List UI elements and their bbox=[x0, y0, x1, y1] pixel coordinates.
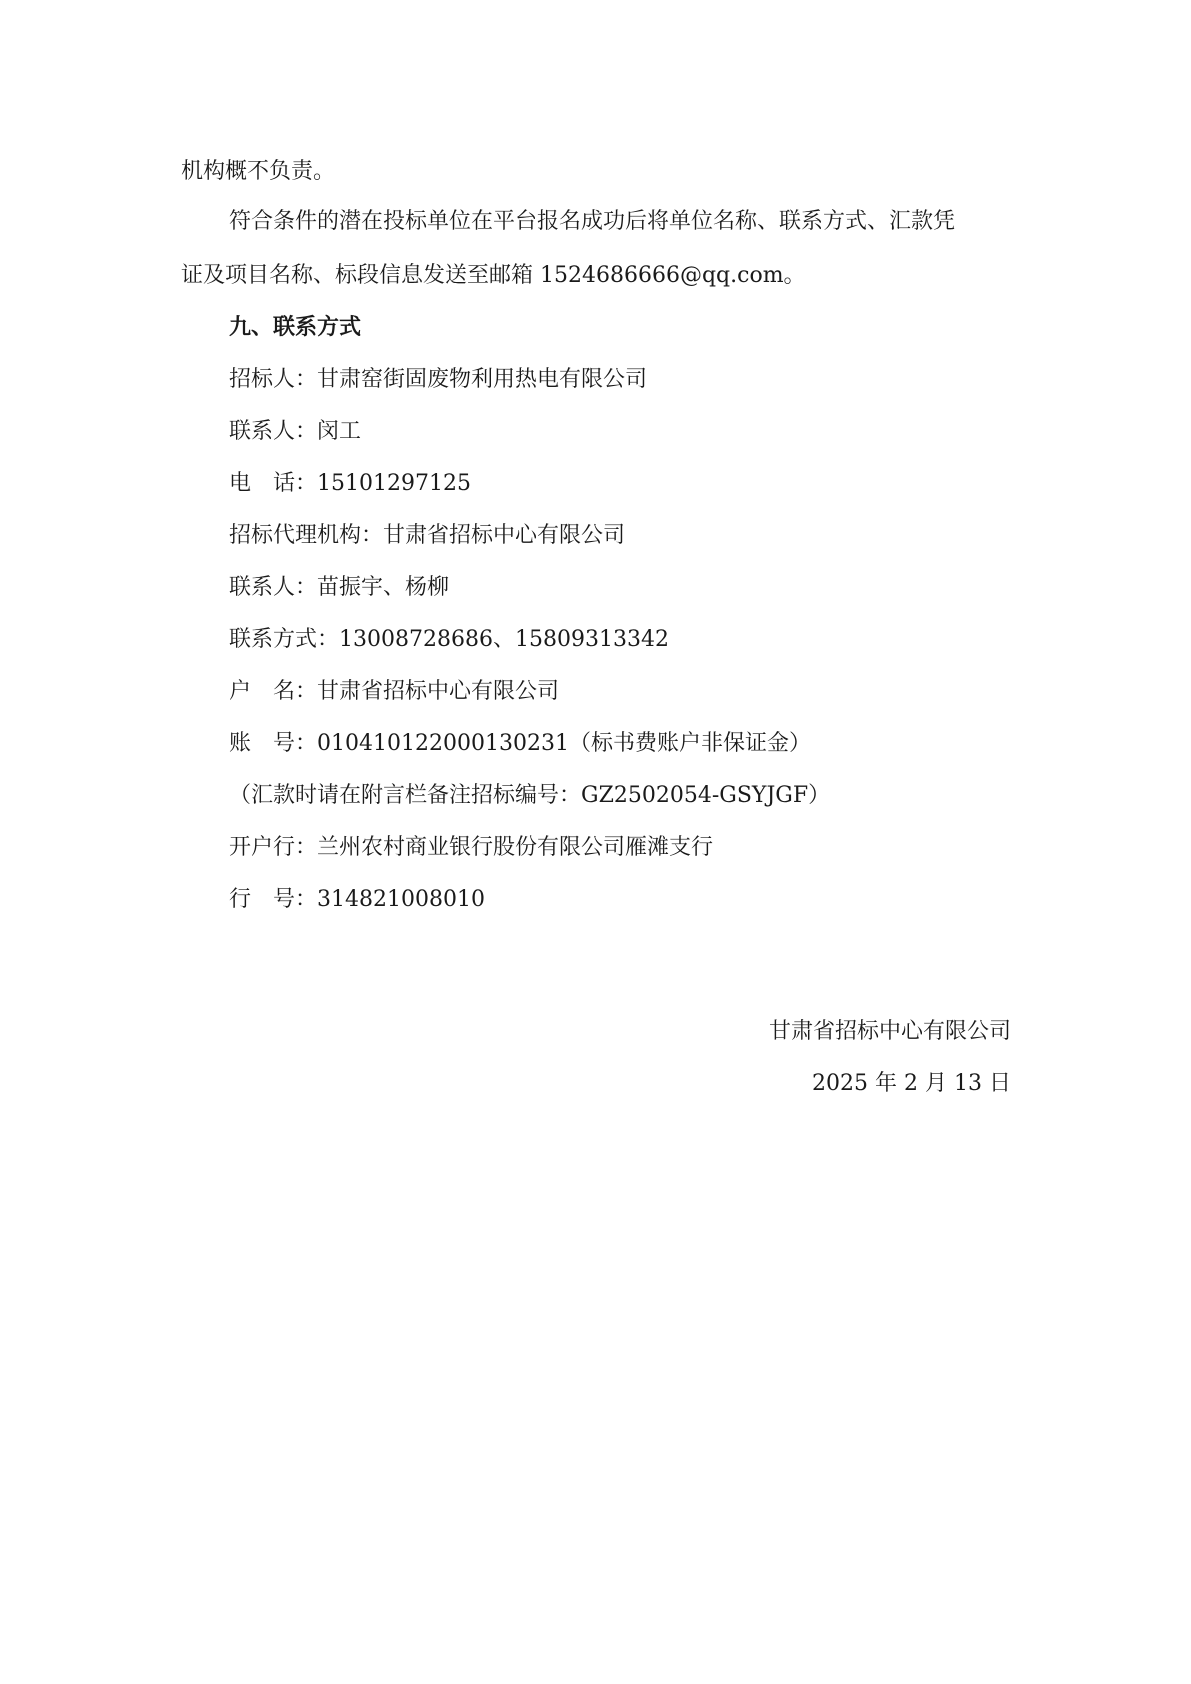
contact-line-agency: 招标代理机构：甘肃省招标中心有限公司 bbox=[229, 523, 626, 548]
contact-line-account-name: 户 名：甘肃省招标中心有限公司 bbox=[229, 679, 560, 704]
contact-line-bank-code: 行 号：314821008010 bbox=[229, 887, 485, 912]
contact-line-contact-person: 联系人：闵工 bbox=[229, 419, 362, 444]
paragraph-line: 符合条件的潜在投标单位在平台报名成功后将单位名称、联系方式、汇款凭 bbox=[229, 209, 956, 234]
section-heading: 九、联系方式 bbox=[229, 315, 362, 340]
contact-line-remittance-note: （汇款时请在附言栏备注招标编号：GZ2502054-GSYJGF） bbox=[229, 783, 831, 808]
paragraph-line: 证及项目名称、标段信息发送至邮箱 1524686666@qq.com。 bbox=[181, 263, 806, 288]
signature-date: 2025 年 2 月 13 日 bbox=[812, 1071, 1011, 1096]
contact-line-phone: 电 话：15101297125 bbox=[229, 471, 471, 496]
contact-line-bank: 开户行：兰州农村商业银行股份有限公司雁滩支行 bbox=[229, 835, 714, 860]
contact-line-account-number: 账 号：010410122000130231（标书费账户非保证金） bbox=[229, 731, 811, 756]
contact-line-agency-contacts: 联系人：苗振宇、杨柳 bbox=[229, 575, 450, 600]
paragraph-continuation: 机构概不负责。 bbox=[181, 159, 336, 184]
signature-organization: 甘肃省招标中心有限公司 bbox=[768, 1019, 1011, 1044]
contact-line-agency-phone: 联系方式：13008728686、15809313342 bbox=[229, 627, 669, 652]
contact-line-tenderer: 招标人：甘肃窑街固废物利用热电有限公司 bbox=[229, 367, 648, 392]
